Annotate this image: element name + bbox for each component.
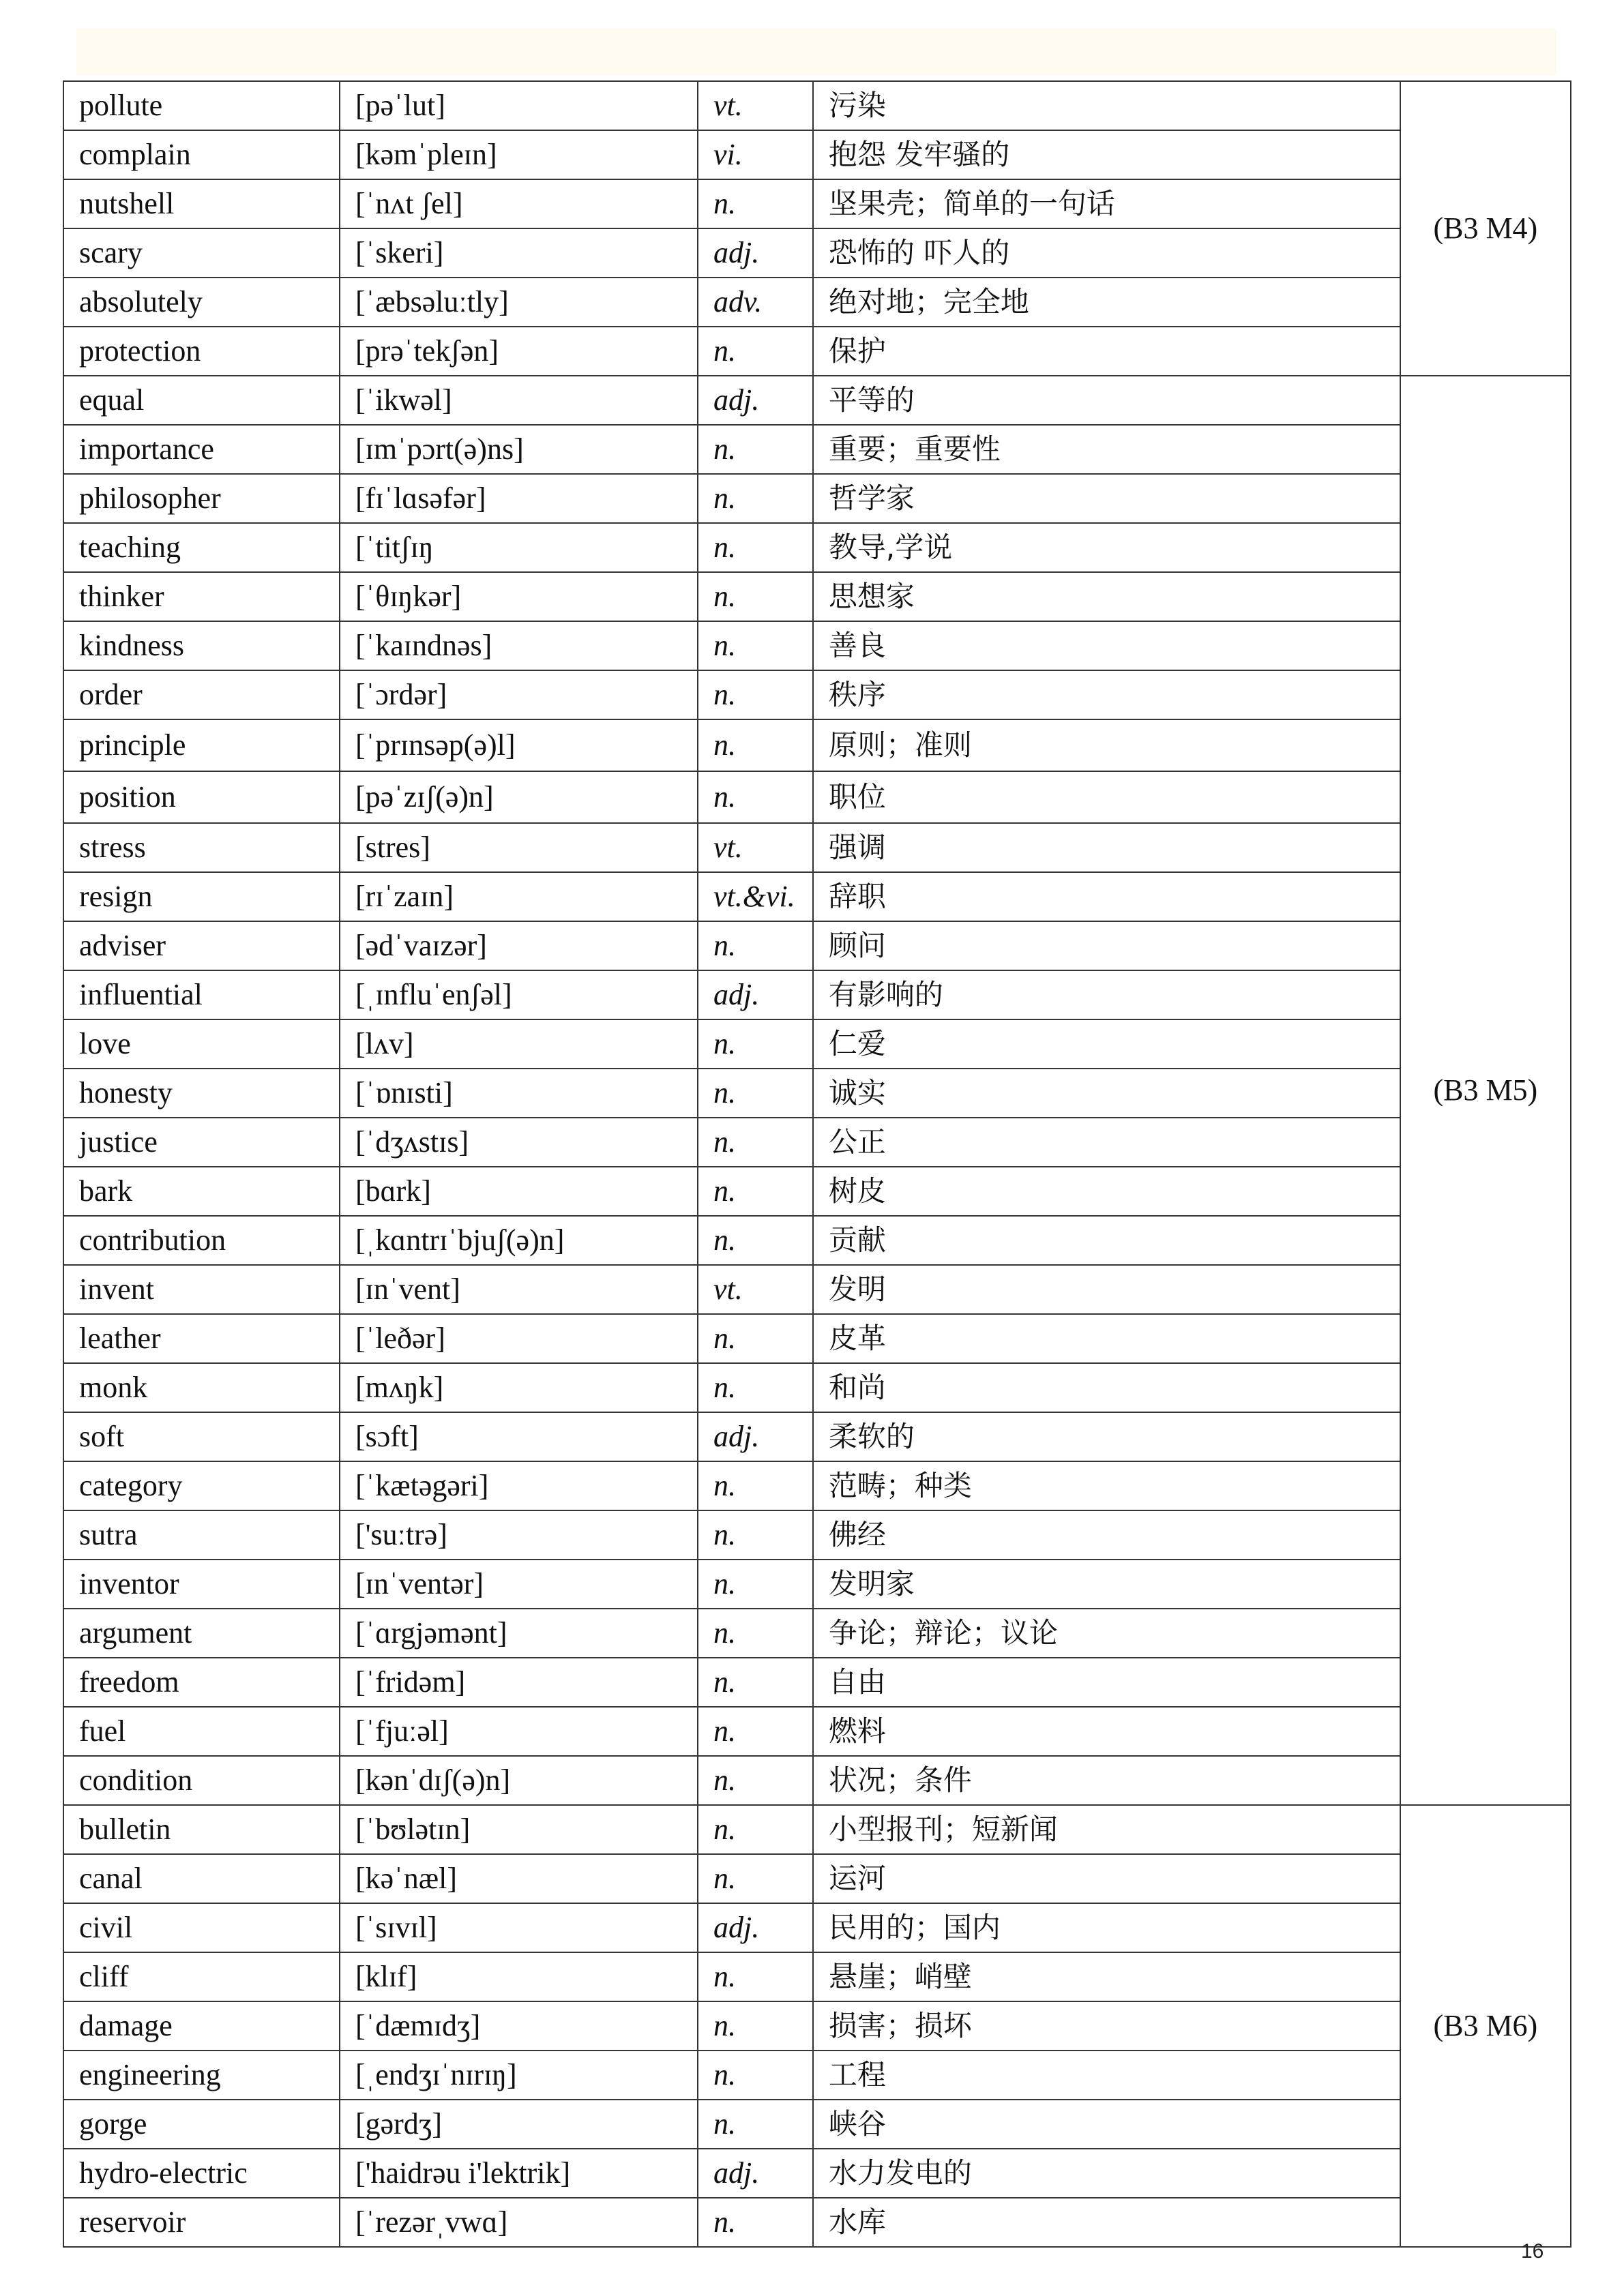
table-row — [63, 2198, 1571, 2247]
table-row — [63, 327, 1571, 376]
table-row — [63, 921, 1571, 970]
vocabulary-table — [63, 80, 1571, 2248]
word-cell: cliff — [63, 1952, 340, 2001]
table-row — [63, 872, 1571, 921]
definition-cell: 有影响的 — [813, 970, 1400, 1019]
table-row — [63, 1314, 1571, 1363]
phonetic-cell: [ˈnʌt ʃel] — [340, 179, 698, 228]
part-of-speech-cell: n. — [698, 179, 813, 228]
phonetic-cell: [ɪnˈventər] — [340, 1560, 698, 1609]
definition-cell: 哲学家 — [813, 474, 1400, 523]
part-of-speech-cell: n. — [698, 670, 813, 719]
definition-cell: 峡谷 — [813, 2100, 1400, 2149]
part-of-speech-cell: vi. — [698, 130, 813, 179]
word-cell: civil — [63, 1903, 340, 1952]
definition-cell: 原则；准则 — [813, 719, 1400, 771]
word-cell: justice — [63, 1118, 340, 1167]
definition-cell: 仁爱 — [813, 1019, 1400, 1069]
part-of-speech-cell: n. — [698, 1363, 813, 1412]
phonetic-cell: [ˈrezərˌvwɑ] — [340, 2198, 698, 2247]
definition-cell: 强调 — [813, 823, 1400, 872]
table-row — [63, 1854, 1571, 1903]
definition-cell: 民用的；国内 — [813, 1903, 1400, 1952]
definition-cell: 绝对地；完全地 — [813, 278, 1400, 327]
phonetic-cell: [ˈprɪnsəp(ə)l] — [340, 719, 698, 771]
word-cell: adviser — [63, 921, 340, 970]
word-cell: contribution — [63, 1216, 340, 1265]
definition-cell: 皮革 — [813, 1314, 1400, 1363]
table-row — [63, 1707, 1571, 1756]
phonetic-cell: [ˈtitʃɪŋ — [340, 523, 698, 572]
phonetic-cell: [stres] — [340, 823, 698, 872]
definition-cell: 平等的 — [813, 376, 1400, 425]
definition-cell: 状况；条件 — [813, 1756, 1400, 1805]
phonetic-cell: [rɪˈzaɪn] — [340, 872, 698, 921]
definition-cell: 小型报刊；短新闻 — [813, 1805, 1400, 1854]
definition-cell: 职位 — [813, 771, 1400, 823]
word-cell: order — [63, 670, 340, 719]
word-cell: importance — [63, 425, 340, 474]
table-row — [63, 81, 1571, 130]
definition-cell: 水力发电的 — [813, 2149, 1400, 2198]
part-of-speech-cell: vt. — [698, 81, 813, 130]
table-row — [63, 425, 1571, 474]
phonetic-cell: [ˈɔrdər] — [340, 670, 698, 719]
word-cell: gorge — [63, 2100, 340, 2149]
part-of-speech-cell: vt.&vi. — [698, 872, 813, 921]
word-cell: philosopher — [63, 474, 340, 523]
definition-cell: 树皮 — [813, 1167, 1400, 1216]
word-cell: sutra — [63, 1510, 340, 1560]
word-cell: equal — [63, 376, 340, 425]
word-cell: absolutely — [63, 278, 340, 327]
part-of-speech-cell: n. — [698, 1560, 813, 1609]
definition-cell: 佛经 — [813, 1510, 1400, 1560]
phonetic-cell: [pəˈzɪʃ(ə)n] — [340, 771, 698, 823]
word-cell: kindness — [63, 621, 340, 670]
phonetic-cell: [ɪmˈpɔrt(ə)ns] — [340, 425, 698, 474]
definition-cell: 污染 — [813, 81, 1400, 130]
word-cell: nutshell — [63, 179, 340, 228]
part-of-speech-cell: n. — [698, 425, 813, 474]
definition-cell: 损害；损坏 — [813, 2001, 1400, 2051]
part-of-speech-cell: adj. — [698, 376, 813, 425]
part-of-speech-cell: n. — [698, 1658, 813, 1707]
phonetic-cell: [ˈskeri] — [340, 228, 698, 278]
part-of-speech-cell: n. — [698, 621, 813, 670]
word-cell: bark — [63, 1167, 340, 1216]
word-cell: inventor — [63, 1560, 340, 1609]
definition-cell: 水库 — [813, 2198, 1400, 2247]
part-of-speech-cell: n. — [698, 2198, 813, 2247]
definition-cell: 工程 — [813, 2051, 1400, 2100]
part-of-speech-cell: n. — [698, 719, 813, 771]
phonetic-cell: [klɪf] — [340, 1952, 698, 2001]
definition-cell: 教导,学说 — [813, 523, 1400, 572]
part-of-speech-cell: vt. — [698, 1265, 813, 1314]
part-of-speech-cell: n. — [698, 1019, 813, 1069]
part-of-speech-cell: n. — [698, 1461, 813, 1510]
definition-cell: 诚实 — [813, 1069, 1400, 1118]
part-of-speech-cell: n. — [698, 1118, 813, 1167]
table-row — [63, 1363, 1571, 1412]
phonetic-cell: [ɪnˈvent] — [340, 1265, 698, 1314]
table-row — [63, 1167, 1571, 1216]
word-cell: canal — [63, 1854, 340, 1903]
phonetic-cell: [ədˈvaɪzər] — [340, 921, 698, 970]
phonetic-cell: ['haidrəu i'lektrik] — [340, 2149, 698, 2198]
unit-label-cell: (B3 M6) — [1400, 1805, 1571, 2247]
phonetic-cell: [ˈikwəl] — [340, 376, 698, 425]
definition-cell: 运河 — [813, 1854, 1400, 1903]
phonetic-cell: [bɑrk] — [340, 1167, 698, 1216]
definition-cell: 秩序 — [813, 670, 1400, 719]
word-cell: leather — [63, 1314, 340, 1363]
table-row — [63, 1216, 1571, 1265]
part-of-speech-cell: vt. — [698, 823, 813, 872]
part-of-speech-cell: n. — [698, 1805, 813, 1854]
word-cell: resign — [63, 872, 340, 921]
part-of-speech-cell: adj. — [698, 2149, 813, 2198]
definition-cell: 发明 — [813, 1265, 1400, 1314]
table-row — [63, 474, 1571, 523]
unit-label-cell: (B3 M4) — [1400, 81, 1571, 376]
phonetic-cell: [ˈθɪŋkər] — [340, 572, 698, 621]
phonetic-cell: [ˈkaɪndnəs] — [340, 621, 698, 670]
page-number: 16 — [1521, 2240, 1544, 2263]
word-cell: thinker — [63, 572, 340, 621]
phonetic-cell: [pəˈlut] — [340, 81, 698, 130]
header-band — [76, 29, 1556, 75]
part-of-speech-cell: n. — [698, 1510, 813, 1560]
table-row — [63, 621, 1571, 670]
table-row — [63, 2149, 1571, 2198]
table-row — [63, 670, 1571, 719]
definition-cell: 抱怨 发牢骚的 — [813, 130, 1400, 179]
part-of-speech-cell: adj. — [698, 1412, 813, 1461]
part-of-speech-cell: n. — [698, 1756, 813, 1805]
phonetic-cell: [kəmˈpleɪn] — [340, 130, 698, 179]
word-cell: monk — [63, 1363, 340, 1412]
table-row — [63, 523, 1571, 572]
part-of-speech-cell: n. — [698, 474, 813, 523]
table-row — [63, 1903, 1571, 1952]
definition-cell: 悬崖；峭壁 — [813, 1952, 1400, 2001]
table-row — [63, 1658, 1571, 1707]
part-of-speech-cell: n. — [698, 1952, 813, 2001]
part-of-speech-cell: n. — [698, 921, 813, 970]
phonetic-cell: ['suːtrə] — [340, 1510, 698, 1560]
word-cell: category — [63, 1461, 340, 1510]
phonetic-cell: [ˈɒnɪsti] — [340, 1069, 698, 1118]
word-cell: argument — [63, 1609, 340, 1658]
phonetic-cell: [sɔft] — [340, 1412, 698, 1461]
part-of-speech-cell: n. — [698, 1707, 813, 1756]
word-cell: invent — [63, 1265, 340, 1314]
phonetic-cell: [kənˈdɪʃ(ə)n] — [340, 1756, 698, 1805]
table-row — [63, 1118, 1571, 1167]
definition-cell: 辞职 — [813, 872, 1400, 921]
definition-cell: 恐怖的 吓人的 — [813, 228, 1400, 278]
definition-cell: 燃料 — [813, 1707, 1400, 1756]
part-of-speech-cell: n. — [698, 1069, 813, 1118]
definition-cell: 公正 — [813, 1118, 1400, 1167]
table-row — [63, 376, 1571, 425]
table-row — [63, 970, 1571, 1019]
part-of-speech-cell: adj. — [698, 228, 813, 278]
phonetic-cell: [mʌŋk] — [340, 1363, 698, 1412]
word-cell: soft — [63, 1412, 340, 1461]
part-of-speech-cell: n. — [698, 2051, 813, 2100]
vocabulary-table-body — [63, 81, 1571, 2247]
definition-cell: 和尚 — [813, 1363, 1400, 1412]
definition-cell: 重要；重要性 — [813, 425, 1400, 474]
phonetic-cell: [ˈsɪvɪl] — [340, 1903, 698, 1952]
part-of-speech-cell: adj. — [698, 970, 813, 1019]
word-cell: condition — [63, 1756, 340, 1805]
part-of-speech-cell: n. — [698, 771, 813, 823]
part-of-speech-cell: adv. — [698, 278, 813, 327]
table-row — [63, 572, 1571, 621]
table-row — [63, 1069, 1571, 1118]
table-row — [63, 823, 1571, 872]
part-of-speech-cell: n. — [698, 1854, 813, 1903]
part-of-speech-cell: n. — [698, 2001, 813, 2051]
phonetic-cell: [ˈæbsəluːtly] — [340, 278, 698, 327]
definition-cell: 发明家 — [813, 1560, 1400, 1609]
phonetic-cell: [gərdʒ] — [340, 2100, 698, 2149]
table-row — [63, 719, 1571, 771]
table-row — [63, 2051, 1571, 2100]
word-cell: bulletin — [63, 1805, 340, 1854]
word-cell: damage — [63, 2001, 340, 2051]
table-row — [63, 1412, 1571, 1461]
word-cell: engineering — [63, 2051, 340, 2100]
word-cell: influential — [63, 970, 340, 1019]
phonetic-cell: [prəˈtekʃən] — [340, 327, 698, 376]
table-row — [63, 1609, 1571, 1658]
phonetic-cell: [kəˈnæl] — [340, 1854, 698, 1903]
part-of-speech-cell: n. — [698, 1314, 813, 1363]
word-cell: freedom — [63, 1658, 340, 1707]
word-cell: position — [63, 771, 340, 823]
definition-cell: 思想家 — [813, 572, 1400, 621]
table-row — [63, 1019, 1571, 1069]
definition-cell: 善良 — [813, 621, 1400, 670]
phonetic-cell: [ˌkɑntrɪˈbjuʃ(ə)n] — [340, 1216, 698, 1265]
phonetic-cell: [ˈbʊlətɪn] — [340, 1805, 698, 1854]
word-cell: protection — [63, 327, 340, 376]
part-of-speech-cell: n. — [698, 327, 813, 376]
phonetic-cell: [ˈfjuːəl] — [340, 1707, 698, 1756]
word-cell: hydro-electric — [63, 2149, 340, 2198]
word-cell: stress — [63, 823, 340, 872]
phonetic-cell: [ˈkætəgəri] — [340, 1461, 698, 1510]
part-of-speech-cell: n. — [698, 523, 813, 572]
word-cell: principle — [63, 719, 340, 771]
word-cell: pollute — [63, 81, 340, 130]
definition-cell: 争论；辩论；议论 — [813, 1609, 1400, 1658]
table-row — [63, 2100, 1571, 2149]
phonetic-cell: [ˌendʒɪˈnɪrɪŋ] — [340, 2051, 698, 2100]
table-row — [63, 130, 1571, 179]
phonetic-cell: [lʌv] — [340, 1019, 698, 1069]
phonetic-cell: [ˈdæmɪdʒ] — [340, 2001, 698, 2051]
phonetic-cell: [fɪˈlɑsəfər] — [340, 474, 698, 523]
part-of-speech-cell: n. — [698, 1216, 813, 1265]
phonetic-cell: [ˈleðər] — [340, 1314, 698, 1363]
part-of-speech-cell: n. — [698, 1609, 813, 1658]
table-row — [63, 278, 1571, 327]
table-row — [63, 179, 1571, 228]
definition-cell: 顾问 — [813, 921, 1400, 970]
table-row — [63, 771, 1571, 823]
word-cell: scary — [63, 228, 340, 278]
table-row — [63, 1510, 1571, 1560]
part-of-speech-cell: n. — [698, 2100, 813, 2149]
table-row — [63, 1805, 1571, 1854]
table-row — [63, 1461, 1571, 1510]
part-of-speech-cell: adj. — [698, 1903, 813, 1952]
table-row — [63, 1952, 1571, 2001]
word-cell: fuel — [63, 1707, 340, 1756]
definition-cell: 贡献 — [813, 1216, 1400, 1265]
table-row — [63, 228, 1571, 278]
unit-label-cell: (B3 M5) — [1400, 376, 1571, 1805]
table-row — [63, 1756, 1571, 1805]
definition-cell: 柔软的 — [813, 1412, 1400, 1461]
phonetic-cell: [ˈfridəm] — [340, 1658, 698, 1707]
definition-cell: 坚果壳；简单的一句话 — [813, 179, 1400, 228]
table-row — [63, 2001, 1571, 2051]
phonetic-cell: [ˈɑrgjəmənt] — [340, 1609, 698, 1658]
word-cell: reservoir — [63, 2198, 340, 2247]
part-of-speech-cell: n. — [698, 1167, 813, 1216]
table-row — [63, 1560, 1571, 1609]
part-of-speech-cell: n. — [698, 572, 813, 621]
definition-cell: 范畴；种类 — [813, 1461, 1400, 1510]
definition-cell: 保护 — [813, 327, 1400, 376]
word-cell: honesty — [63, 1069, 340, 1118]
word-cell: love — [63, 1019, 340, 1069]
definition-cell: 自由 — [813, 1658, 1400, 1707]
word-cell: complain — [63, 130, 340, 179]
phonetic-cell: [ˈdʒʌstɪs] — [340, 1118, 698, 1167]
table-row — [63, 1265, 1571, 1314]
word-cell: teaching — [63, 523, 340, 572]
phonetic-cell: [ˌɪnfluˈenʃəl] — [340, 970, 698, 1019]
